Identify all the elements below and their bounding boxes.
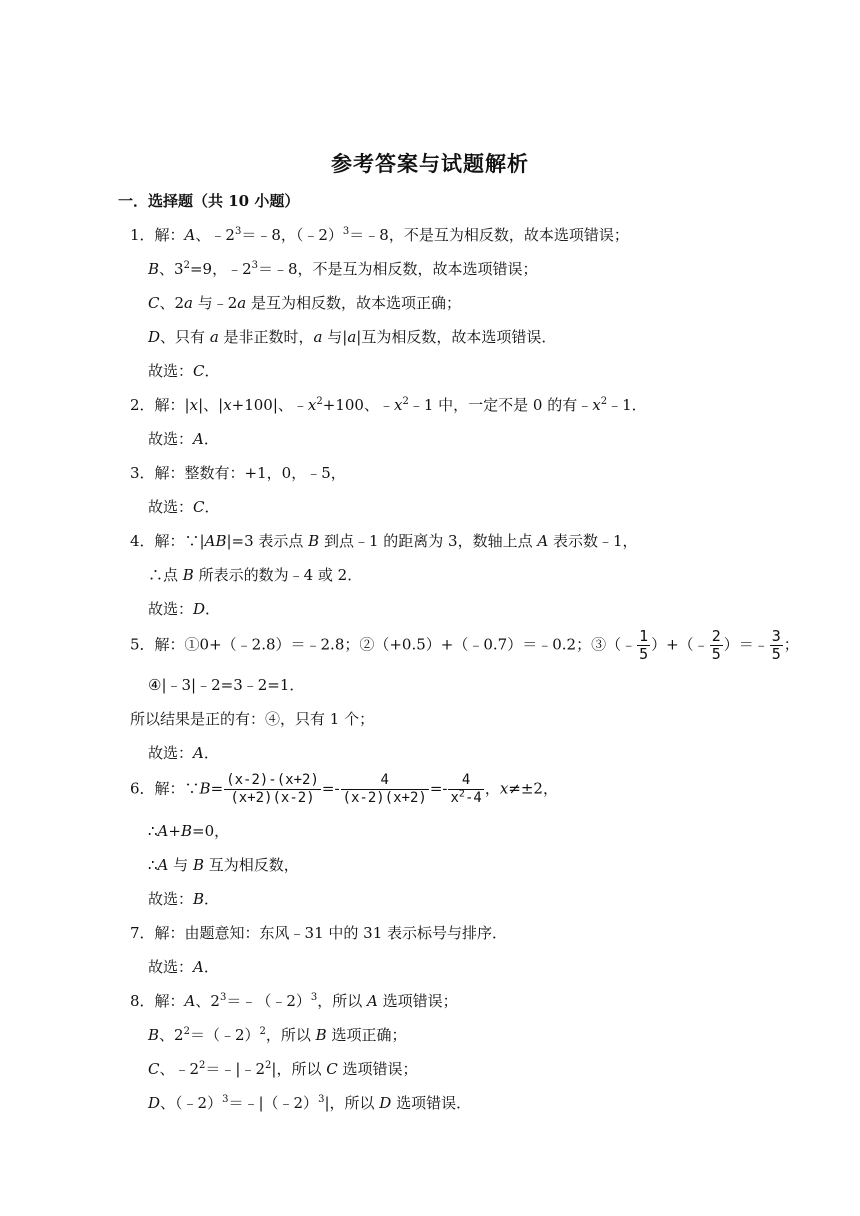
q1-answer: 故选：C． [148,362,220,380]
fraction: $\frac{4}{x^2-4}$ [450,772,482,806]
q5-line-2: ④|﹣3|﹣2=3﹣2=1． [148,676,305,694]
q1-line-3: C、2a 与﹣2a 是互为相反数，故本选项正确； [148,294,462,312]
q5-line-1: 5．解：①0+（﹣2.8）＝﹣2.8；②（+0.5）+（﹣0.7）＝﹣0.2；③（﹣ $\frac{1}{5}$ ）+（﹣ $\frac{2}{5}$ ）＝﹣ $\frac{3}{5}$ ； [130,627,799,663]
page-title: 参考答案与试题解析 [331,151,529,176]
fraction: $\frac{3}{5}$ [771,627,781,663]
section-heading: 一．选择题（共 10 小题） [118,192,300,210]
fraction: $\frac{1}{5}$ [639,627,649,663]
q8-line-3: C、$﹣2^2=﹣|﹣2^2|$，所以 C 选项错误； [148,1060,418,1078]
fraction: $\frac{2}{5}$ [711,627,721,663]
q8-line-2: B、$2^2=(﹣2)^2$，所以 B 选项正确； [148,1026,407,1044]
q4-line-2: ∴点 B 所表示的数为﹣4 或 2． [148,566,363,584]
q8-line-1: 8．解：A、$2^3=﹣(﹣2)^3$，所以 A 选项错误； [130,992,458,1010]
q1-line-4: D、只有 a 是非正数时，a 与|a|互为相反数，故本选项错误． [148,328,557,346]
q4-line-1: 4．解：∵|AB|=3 表示点 B 到点﹣1 的距离为 3，数轴上点 A 表示数﹣1， [130,532,638,550]
q6-answer: 故选：B． [148,890,220,908]
q2-line-1: 2．解：|x|、|x+100|、$﹣x^2+100$、$﹣x^2﹣1$ 中，一定不是 0 的有$﹣x^2﹣1$． [130,396,647,414]
q8-line-4: D、（﹣2）$^3$＝﹣|（﹣2）$^3$|，所以 D 选项错误． [148,1094,472,1112]
q3-line-1: 3．解：整数有：+1，0，﹣5， [130,464,346,482]
q1-line-2: B、$3^2=9$，$﹣2^3=﹣8$，不是互为相反数，故本选项错误； [148,260,538,278]
q5-answer: 故选：A． [148,744,219,762]
q6-line-2: ∴A+B=0， [148,822,230,840]
q7-line-1: 7．解：由题意知：东风﹣31 中的 31 表示标号与排序． [130,924,508,942]
fraction: $\frac{(x-2)-(x+2)}{(x+2)(x-2)}$ [226,772,319,806]
q5-line-3: 所以结果是正的有：④，只有 1 个； [130,710,375,728]
q2-answer: 故选：A． [148,430,219,448]
fraction: $\frac{4}{(x-2)(x+2)}$ [342,772,427,806]
q4-answer: 故选：D． [148,600,221,618]
q6-line-3: ∴A 与 B 互为相反数， [148,856,299,874]
q7-answer: 故选：A． [148,958,219,976]
q6-line-1: 6．解：∵B= $\frac{(x-2)-(x+2)}{(x+2)(x-2)}$ =- $\frac{4}{(x-2)(x+2)}$ =- $\frac{4}{x^2-4}$ ，x≠±2， [130,772,558,806]
q1-line-1: 1．解：A、$﹣2^3=﹣8$，（﹣2）$^3$＝﹣8，不是互为相反数，故本选项错误； [130,226,629,244]
q3-answer: 故选：C． [148,498,220,516]
